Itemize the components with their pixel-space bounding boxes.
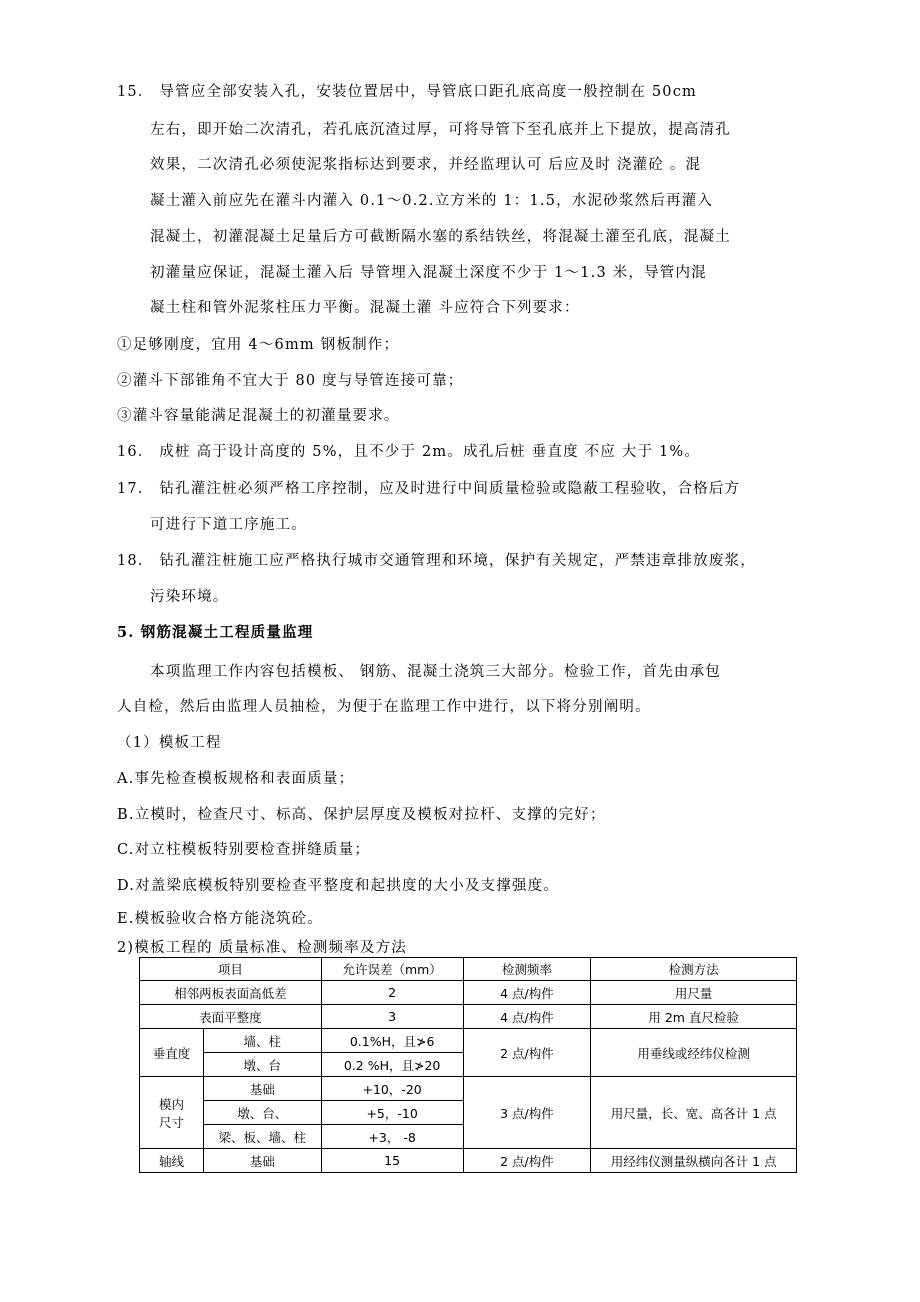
table-cell: 3: [321, 1005, 463, 1029]
table-cell-text: 模内: [158, 1096, 184, 1112]
text-line: ③灌斗容量能满足混凝土的初灌量要求。: [117, 408, 400, 424]
table-cell: 3 点/构件: [463, 1077, 591, 1149]
table-row: [140, 1149, 797, 1173]
table-cell: 用 2m 直尺检验: [591, 1005, 797, 1029]
table-header: 检测频率: [463, 958, 591, 981]
table-cell: 相邻两板表面高低差: [140, 981, 322, 1005]
text-line: ②灌斗下部锥角不宜大于 80 度与导管连接可靠；: [117, 373, 464, 389]
table-row: [140, 1029, 797, 1053]
text-line: 15． 导管应全部安装入孔，安装位置居中，导管底口距孔底高度一般控制在 50cm: [117, 84, 697, 100]
table-cell: 2 点/构件: [463, 1029, 591, 1077]
text-line: D.对盖梁底模板特别要检查平整度和起拱度的大小及支撑强度。: [117, 878, 560, 894]
text-line: （1）模板工程: [117, 735, 222, 751]
text-line: ①足够刚度，宜用 4～6mm 钢板制作；: [117, 337, 400, 353]
table-header: 检测方法: [591, 958, 797, 981]
text-line: 16． 成桩 高于设计高度的 5%，且不少于 2m。成孔后桩 垂直度 不应 大于 1%。: [117, 444, 701, 460]
text-line: 人自检，然后由监理人员抽检，为便于在监理工作中进行，以下将分别阐明。: [117, 699, 651, 715]
text-line: B.立模时，检查尺寸、标高、保护层厚度及模板对拉杆、支撑的完好；: [117, 807, 606, 823]
table-cell: +10，-20: [321, 1077, 463, 1101]
text-line: 可进行下道工序施工。: [150, 517, 307, 533]
table-row: [140, 981, 797, 1005]
table-cell: 2: [321, 981, 463, 1005]
text-line: 初灌量应保证，混凝土灌入后 导管埋入混凝土深度不少于 1～1.3 米，导管内混: [150, 265, 707, 281]
text-line: 18． 钻孔灌注桩施工应严格执行城市交通管理和环境，保护有关规定，严禁违章排放废浆，: [117, 553, 756, 569]
table-cell: 轴线: [140, 1149, 204, 1173]
text-line: C.对立柱模板特别要检查拼缝质量；: [117, 842, 371, 858]
table-cell: 墩、台、: [203, 1101, 321, 1125]
table-cell: 墩、台: [203, 1053, 321, 1077]
text-line: 效果，二次清孔必须使泥浆指标达到要求，并经监理认可 后应及时 浇灌砼 。混: [150, 157, 702, 173]
section-heading: 5. 钢筋混凝土工程质量监理: [117, 624, 314, 641]
table-cell: 梁、板、墙、柱: [203, 1125, 321, 1149]
text-line: E.模板验收合格方能浇筑砼。: [117, 911, 323, 927]
table-cell: 垂直度: [140, 1029, 204, 1077]
table-row: [140, 1077, 797, 1101]
table-cell: 4 点/构件: [463, 981, 591, 1005]
table-header-row: [140, 958, 797, 981]
table-cell: 15: [321, 1149, 463, 1173]
table-cell: 基础: [203, 1149, 321, 1173]
table-row: [140, 1005, 797, 1029]
table-cell: +3， -8: [321, 1125, 463, 1149]
text-line: 凝土柱和管外泥浆柱压力平衡。混凝土灌 斗应符合下列要求：: [150, 300, 580, 316]
text-line: 凝土灌入前应先在灌斗内灌入 0.1～0.2.立方米的 1：1.5，水泥砂浆然后再灌入: [150, 193, 714, 209]
text-line: 17． 钻孔灌注桩必须严格工序控制，应及时进行中间质量检验或隐蔽工程验收，合格后方: [117, 481, 741, 497]
table-cell: [140, 1077, 204, 1149]
table-cell: 用尺量: [591, 981, 797, 1005]
text-line: 混凝土，初灌混凝土足量后方可截断隔水塞的系结铁丝，将混凝土灌至孔底，混凝土: [150, 229, 731, 245]
table-cell-text: 尺寸: [158, 1114, 184, 1130]
table-cell: +5，-10: [321, 1101, 463, 1125]
table-cell: 0.1%H，且≯6: [321, 1029, 463, 1053]
text-line: 左右，即开始二次清孔，若孔底沉渣过厚，可将导管下至孔底并上下提放，提高清孔: [150, 122, 731, 138]
table-cell: 用经纬仪测量纵横向各计 1 点: [591, 1149, 797, 1173]
table-cell: 2 点/构件: [463, 1149, 591, 1173]
table-caption: 2)模板工程的 质量标准、检测频率及方法: [117, 940, 407, 956]
text-line: 本项监理工作内容包括模板、 钢筋、混凝土浇筑三大部分。检验工作，首先由承包: [150, 664, 722, 680]
quality-standard-table: [139, 957, 797, 1173]
text-line: 污染环境。: [150, 589, 229, 605]
text-line: A.事先检查模板规格和表面质量；: [117, 771, 355, 787]
table-header: 允许误差（mm）: [321, 958, 463, 981]
table-cell: 墙、柱: [203, 1029, 321, 1053]
table-cell: 用垂线或经纬仪检测: [591, 1029, 797, 1077]
table-cell: 0.2 %H，且≯20: [321, 1053, 463, 1077]
table-header: 项目: [140, 958, 322, 981]
table-cell: 表面平整度: [140, 1005, 322, 1029]
table-cell: 基础: [203, 1077, 321, 1101]
table-cell: 4 点/构件: [463, 1005, 591, 1029]
table-cell: 用尺量，长、宽、高各计 1 点: [591, 1077, 797, 1149]
